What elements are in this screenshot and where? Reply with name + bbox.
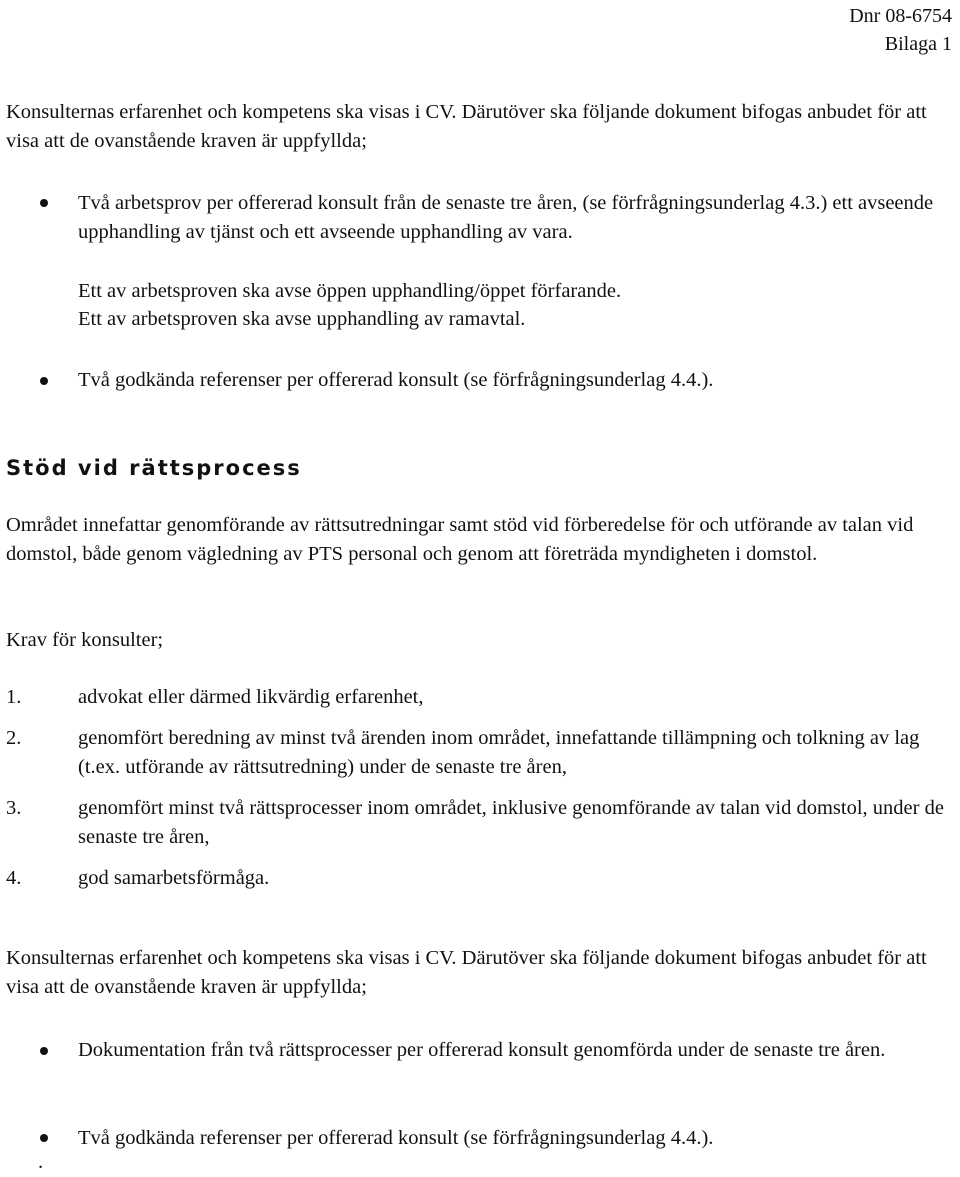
requirement-item: genomfört beredning av minst två ärenden inom området, innefattande tillämpning och tolkning av lag (t.ex. utförande av rättsutredning) under de senaste tre åren,	[78, 727, 920, 778]
bullet-documentation: Dokumentation från två rättsprocesser per offererad konsult genomförda under de senaste tre åren.	[78, 1039, 886, 1061]
trailing-dot: .	[38, 1151, 44, 1173]
intro-paragraph: Konsulternas erfarenhet och kompetens ska visas i CV. Därutöver ska följande dokument bifogas anbudet för att visa att de ovanstående kraven är uppfyllda;	[6, 101, 927, 152]
section-description: Området innefattar genomförande av rättsutredningar samt stöd vid förberedelse för och utförande av talan vid domstol, både genom vägledning av PTS personal och genom att företräda myndigheten i domstol.	[6, 514, 914, 565]
requirement-number: 2.	[6, 727, 22, 749]
bullet-icon	[40, 1047, 48, 1055]
intro-paragraph-2: Konsulternas erfarenhet och kompetens ska visas i CV. Därutöver ska följande dokument bifogas anbudet för att visa att de ovanstående kraven är uppfyllda;	[6, 947, 927, 998]
bullet-icon	[40, 1134, 48, 1142]
bullet-references: Två godkända referenser per offererad konsult (se förfrågningsunderlag 4.4.).	[78, 369, 714, 391]
requirement-item: advokat eller därmed likvärdig erfarenhet,	[78, 686, 424, 708]
requirement-number: 4.	[6, 867, 22, 889]
requirement-number: 3.	[6, 797, 22, 819]
bullet-references-2: Två godkända referenser per offererad konsult (se förfrågningsunderlag 4.4.).	[78, 1127, 714, 1149]
document-number: Dnr 08-6754	[849, 5, 952, 27]
bullet-icon	[40, 377, 48, 385]
bullet-icon	[40, 199, 48, 207]
requirement-item: god samarbetsförmåga.	[78, 867, 270, 889]
attachment-label: Bilaga 1	[884, 33, 952, 55]
requirement-number: 1.	[6, 686, 22, 708]
requirements-label: Krav för konsulter;	[6, 629, 164, 651]
section-heading: Stöd vid rättsprocess	[6, 456, 302, 480]
bullet-work-samples: Två arbetsprov per offererad konsult från de senaste tre åren, (se förfrågningsunderlag 4.3.) ett avseende upphandling av tjänst och ett avseende upphandling av vara.	[78, 192, 934, 243]
document-header	[849, 2, 952, 58]
requirement-item: genomfört minst två rättsprocesser inom området, inklusive genomförande av talan vid domstol, under de senaste tre åren,	[78, 797, 944, 848]
sub-line-framework: Ett av arbetsproven ska avse upphandling av ramavtal.	[78, 308, 526, 330]
sub-line-open-procurement: Ett av arbetsproven ska avse öppen upphandling/öppet förfarande.	[78, 280, 622, 302]
